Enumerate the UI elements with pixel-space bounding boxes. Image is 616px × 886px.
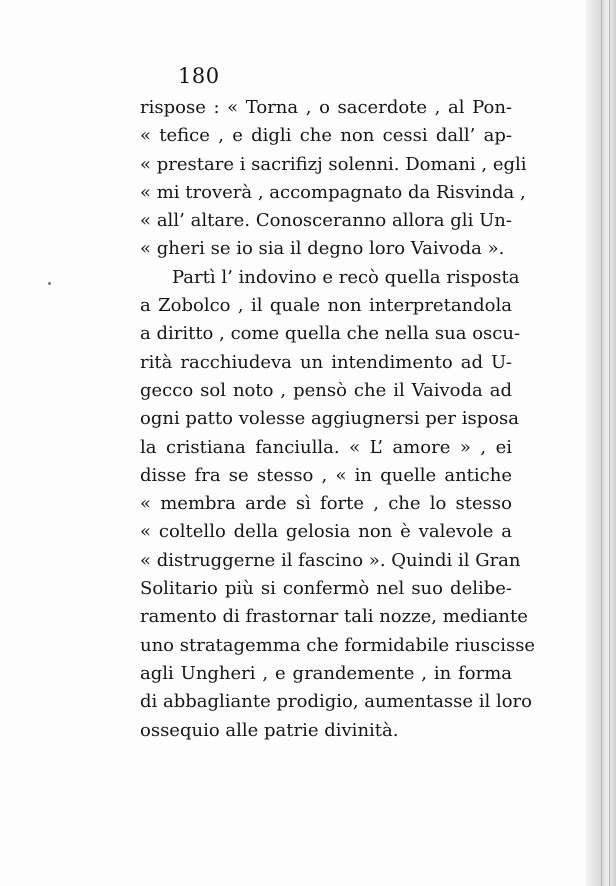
text-line: « all’ altare. Conosceranno allora gli Un- (140, 210, 512, 232)
text-line: « prestare i sacrifizj solenni. Domani , egli (140, 153, 527, 175)
page-number: 180 (178, 64, 220, 88)
text-line: agli Ungheri , e grandemente , in forma (140, 662, 512, 684)
text-line: a diritto , come quella che nella sua oscu- (140, 323, 521, 345)
body-text (140, 94, 536, 745)
text-line: « gheri se io sia il degno loro Vaivoda ». (140, 238, 505, 260)
text-line: « membra arde sì forte , che lo stesso (140, 493, 512, 515)
text-line: di abbagliante prodigio, aumentasse il loro (140, 691, 533, 713)
page-edge-line (601, 0, 602, 886)
paper-speck (48, 282, 51, 285)
text-line: « tefice , e digli che non cessi dall’ ap- (140, 125, 512, 147)
text-line: ogni patto volesse aggiugnersi per isposa (140, 408, 520, 430)
text-line: rità racchiudeva un intendimento ad U- (140, 351, 512, 373)
text-line: Solitario più si confermò nel suo delibe- (140, 578, 512, 600)
text-line: ossequio alle patrie divinità. (140, 719, 399, 741)
text-line: a Zobolco , il quale non interpretandola (140, 295, 512, 317)
text-line: uno stratagemma che formidabile riuscisse (140, 634, 536, 656)
paragraph-first-line: Partì l’ indovino e recò quella risposta (172, 266, 520, 288)
text-line: gecco sol noto , pensò che il Vaivoda ad (140, 379, 512, 401)
text-line: « mi troverà , accompagnato da Risvinda , (140, 181, 526, 203)
page-edge-line (609, 0, 610, 886)
text-line: « coltello della gelosia non è valevole a (140, 521, 512, 543)
text-line: rispose : « Torna , o sacerdote , al Pon- (140, 97, 512, 118)
text-line: ramento di frastornar tali nozze, mediante (140, 606, 528, 628)
text-line: « distruggerne il fascino ». Quindi il Gran (140, 549, 521, 571)
text-line: disse fra se stesso , « in quelle antiche (140, 464, 512, 486)
text-line: la cristiana fanciulla. « L’ amore » , ei (140, 436, 512, 458)
